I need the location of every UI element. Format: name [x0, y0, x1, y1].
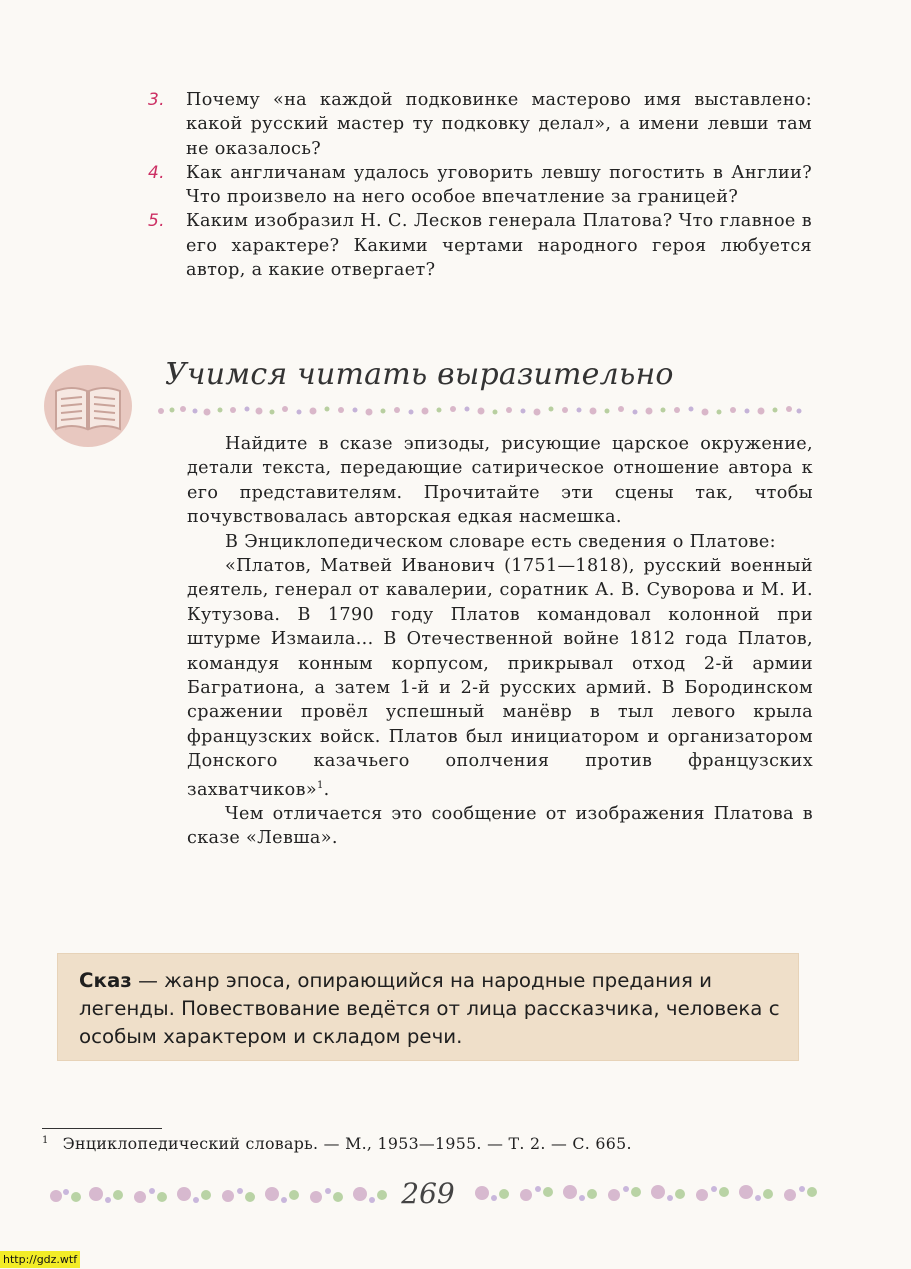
decorative-dots-right — [472, 1180, 822, 1208]
body-paragraph: В Энциклопедическом словаре есть сведения о Платове: — [225, 531, 776, 552]
definition-term: Сказ — [79, 969, 132, 992]
questions-list — [148, 88, 812, 282]
question-number: 4. — [148, 162, 165, 183]
footnote-mark: 1 — [42, 1134, 49, 1146]
quote-text: «Платов, Матвей Иванович (1751—1818), русский военный деятель, генерал от кавалерии, соратник А. В. Суворова и М. И. Кутузова. В 1790 году Платов командовал колонной при штурме Измаила... В Отечественной войне 1812 года Платов, командуя конным корпусом, прикрывал отход 2-й армии Багратиона, а затем 1-й и 2-й русских армий. В Бородинском сражении провёл успешный манёвр в тыл левого крыла французских войск. Платов был инициатором и организатором Донского казачьего ополчения против французских захватчиков» — [187, 556, 813, 800]
question-text: Как англичанам удалось уговорить левшу погостить в Англии? Что произвело на него особое впечатление за границей? — [186, 162, 812, 208]
decorative-dots — [155, 402, 805, 418]
footnote-text: Энциклопедический словарь. — М., 1953—1955. — Т. 2. — С. 665. — [62, 1134, 632, 1153]
page-number: 269 — [401, 1177, 455, 1210]
open-book-icon — [42, 363, 134, 449]
footnote-ref[interactable]: 1 — [316, 779, 324, 791]
body-paragraph: Найдите в сказе эпизоды, рисующие царское окружение, детали текста, передающие сатирическое отношение автора к его представителям. Прочитайте эти сцены так, чтобы почувствовалась авторская едкая насмешка. — [187, 434, 813, 528]
question-text: Каким изобразил Н. С. Лесков генерала Платова? Что главное в его характере? Какими чертами народного героя любуется автор, а какие отвергает? — [186, 211, 812, 281]
decorative-dots-left — [48, 1182, 393, 1210]
section-body — [187, 432, 813, 851]
question-number: 3. — [148, 90, 165, 110]
question-text: Почему «на каждой подковинке мастерово имя выставлено: какой русский мастер ту подковку делал», а имени левши там не оказалось? — [186, 90, 812, 159]
body-paragraph: Чем отличается это сообщение от изображения Платова в сказе «Левша». — [187, 803, 813, 849]
definition-text — [79, 967, 785, 1051]
watermark-url[interactable]: http://gdz.wtf — [0, 1251, 80, 1268]
definition-box — [57, 953, 799, 1061]
section-title: Учимся читать выразительно — [165, 357, 674, 392]
footnote-divider — [42, 1128, 162, 1129]
question-item — [148, 88, 812, 161]
question-item — [148, 161, 812, 210]
question-item — [148, 209, 812, 282]
definition-body: — жанр эпоса, опирающийся на народные предания и легенды. Повествование ведётся от лица рассказчика, человека с особым характером и складом речи. — [79, 969, 780, 1048]
encyclopedia-quote: «Платов, Матвей Иванович (1751—1818), русский военный деятель, генерал от кавалерии, соратник А. В. Суворова и М. И. Кутузова. В 1790 году Платов командовал колонной при штурме Измаила... В Отечественной войне 1812 года Платов, командуя конным корпусом, прикрывал отход 2-й армии Багратиона, а затем 1-й и 2-й русских армий. В Бородинском сражении провёл успешный манёвр в тыл левого крыла французских войск. Платов был инициатором и организатором Донского казачьего ополчения против французских захватчиков»$^1$. — [187, 556, 813, 800]
footnote — [42, 1134, 632, 1153]
question-number: 5. — [148, 211, 165, 232]
